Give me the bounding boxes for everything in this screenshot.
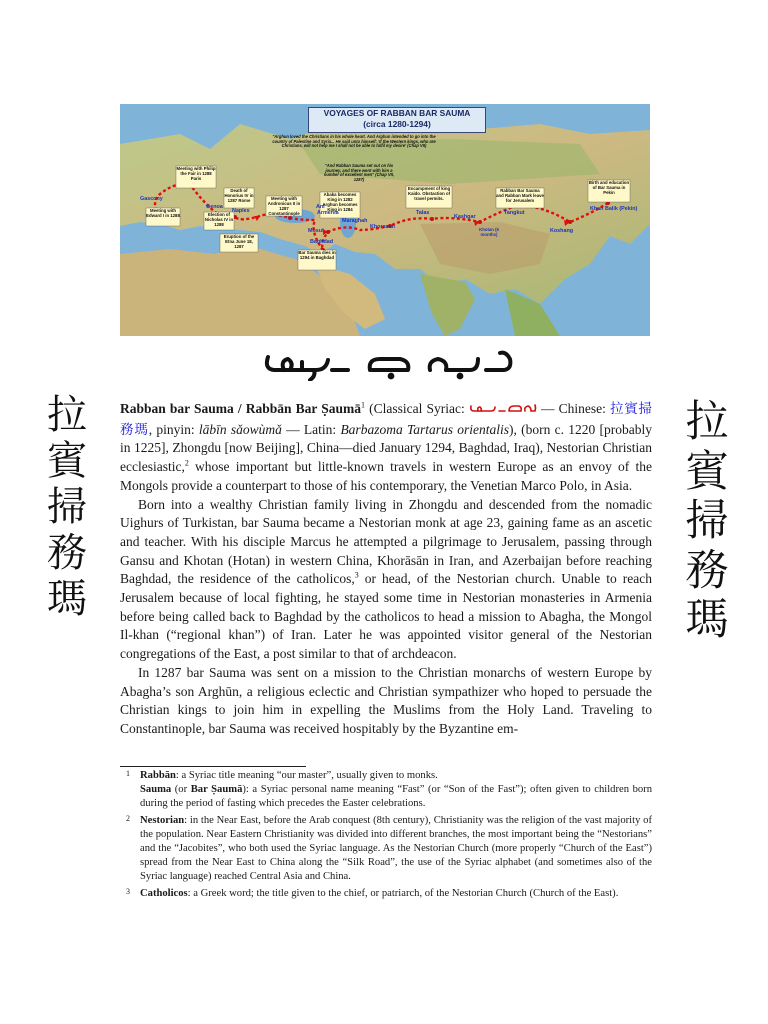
syriac-inline-text <box>469 402 474 421</box>
footnote-term: Rabbān <box>140 770 176 781</box>
side-right-char: 掃 <box>685 496 729 546</box>
text-run: (Classical Syriac: <box>365 401 469 416</box>
event-paris: Meeting with Philip the Fair in 1288 Paris <box>176 166 216 181</box>
footnote-term: Nestorian <box>140 814 185 826</box>
footnote-rule <box>120 766 306 767</box>
side-left-char: 瑪 <box>47 576 87 622</box>
text-run: — Chinese: <box>536 401 610 416</box>
event-abaka: Abaka becomes King in 1282 Arghun becomes King in 1284 <box>322 192 358 212</box>
map-title <box>308 107 486 133</box>
text-run: or head, of the Nestorian church. Unable to reach Jerusalem because of local fighting, he stayed some time in Nestorian monasteries in Armenia before being called back to Baghdad by the catholicos to head a mission to Abagha, the Mongol Il-khan (“regional khan”) of Iran. Later he was appointed visitor general of the Nestorian congregations of the East, a post similar to that of archdeacon. <box>120 571 653 662</box>
syriac-inline-glyphs <box>469 402 537 415</box>
side-left-char: 掃 <box>47 484 87 530</box>
syriac-inline <box>469 402 537 421</box>
side-left-char: 務 <box>47 530 87 576</box>
event-rome: Death of Honorius IV in 1287 Rome <box>224 188 254 203</box>
city-ani: Ani <box>316 204 325 210</box>
text-run: Born into a wealthy Christian family living in Zhongdu and descended from the nomadic Uighurs of Turkistan, bar Sauma became a Nestorian monk at age 23, gaining fame as an ascetic and teacher. With his disciple Marcus he attempted a pilgrimage to Jerusalem, passing through Gansu and Khotan (Hotan) in western China, Khorāsān in Iran, and Azerbaijan before reaching Baghdad, the residence of the catholicos, <box>120 496 652 587</box>
city-talas: Talas <box>416 210 430 216</box>
event-leave: Rabban Bar Sauma and Rabban Mark leave for Jerusalem <box>496 188 544 203</box>
pinyin: lābīn sǎowùmǎ <box>198 421 282 437</box>
city-mosul: Mosul <box>308 228 324 234</box>
latin-name: Barbazoma Tartarus orientalis <box>340 421 509 437</box>
map-title-line2: (circa 1280-1294) <box>363 119 431 129</box>
text-run: , pinyin: <box>148 421 199 437</box>
syriac-calligraphy <box>260 345 520 381</box>
syriac-heading-text <box>260 345 265 346</box>
map-title-line1: VOYAGES OF RABBAN BAR SAUMA <box>323 108 471 118</box>
side-right-char: 瑪 <box>685 595 729 645</box>
footnote-line <box>140 769 652 783</box>
footnote-term: Catholicos <box>140 887 188 899</box>
city-koshang: Koshang <box>550 228 574 234</box>
city-baghdad: Baghdad <box>310 239 334 245</box>
text-run: ), (born c. 1220 [probably in 1225], Zhongdu [now Beijing], China—died January 1294, Baghdad, Iraq), Nestorian Christian ecclesiastic, <box>120 421 652 475</box>
footnote-text: : in the Near East, before the Arab conquest (8th century), Christianity was the religion of the vast majority of the population. Near Eastern Christianity was divided into different branches, the most important being the “Nestorians” and the “Jacobites”, who both used the Syriac language. As the Nestorian Church (more properly “Church of the East”) spread from the Near East to China along the “Silk Road”, the use of the Syriac alphabet (and sometimes also of the Syriac language) reached Central Asia and China. <box>140 814 652 883</box>
event-khotan: Khotan (6 months) <box>479 227 499 237</box>
footnote-3 <box>120 887 652 901</box>
side-right-char: 賓 <box>685 446 729 497</box>
subject-name: Rabban bar Sauma / Rabbān Bar Ṣaumā <box>120 401 362 416</box>
footnote-ref-3[interactable]: 3 <box>354 570 359 580</box>
side-right-char: 務 <box>685 545 729 596</box>
footnotes <box>120 769 652 901</box>
side-left-char: 賓 <box>47 438 87 484</box>
paragraph-1 <box>120 400 652 496</box>
footnote-number: 1 <box>126 769 130 778</box>
event-kaido: Encampment of king Kaido. Obstaction of travel permits. <box>407 186 451 201</box>
city-khanbalik: Khan Balik (Pekin) <box>590 206 638 212</box>
footnote-number: 3 <box>126 886 130 896</box>
city-khorasan: Khorasan <box>370 224 395 230</box>
footnote-term: Bar Ṣaumā <box>190 784 243 796</box>
landmass-india <box>420 274 475 336</box>
city-armenia: Armenia <box>317 210 339 216</box>
footnote-1 <box>120 769 652 812</box>
footnote-text: : a Syriac title meaning “our master”, usually given to monks. <box>175 770 438 781</box>
article-body <box>120 400 652 739</box>
side-chinese-right <box>671 398 743 646</box>
event-constantinople: Meeting with Andronicus II in 1287 Constantinople <box>267 196 301 216</box>
city-naples: Naples <box>232 208 250 214</box>
footnote-2 <box>120 814 652 885</box>
text-run: whose important but little-known travels in western Europe as an envoy of the Mongols provide a counterpart to those of his contemporary, the Venetian Marco Polo, in Asia. <box>120 459 652 493</box>
quote-arghun: "Arghun loved the Christians in his whole heart. And Arghun intended to go into the country of Palestine and Syria... He said unto himself: 'If the Western kings, who are Christians, will not help me I shall not be able to fulfil my desire' (Chap VII) <box>272 134 436 149</box>
footnote-ref-2[interactable]: 2 <box>184 458 189 468</box>
city-maraghah: Maraghah <box>342 218 368 224</box>
side-left-char: 拉 <box>47 392 87 438</box>
voyages-map <box>120 104 650 336</box>
city-gascony: Gascony <box>140 196 163 202</box>
event-etna: Eruption of the Etna June 18, 1287 <box>223 234 255 249</box>
event-death: Bar Sauma dies in 1294 in Baghdad <box>298 250 336 260</box>
city-genoa: Genoa <box>206 204 223 210</box>
paragraph-2 <box>120 496 652 664</box>
event-nicholas: Election of Nicholas IV in 1288 <box>204 212 234 227</box>
footnote-line <box>140 783 652 811</box>
quote-sauma: "And Rabban Sauma set out on his journey, and there went with him a number of excellent men" (Chap VII, 1287) <box>323 163 395 183</box>
event-edward: Meeting with Edward I in 1288 <box>146 208 180 218</box>
city-tangkut: Tangkut <box>504 210 525 216</box>
footnote-text: (or <box>171 784 191 796</box>
city-kashgar: Kashgar <box>454 214 476 220</box>
side-right-char: 拉 <box>685 397 729 447</box>
footnote-text: : a Greek word; the title given to the chief, or patriarch, of the Nestorian Church (Church of the East). <box>187 887 619 899</box>
syriac-heading <box>260 345 520 381</box>
side-chinese-left <box>31 392 103 622</box>
paragraph-3: In 1287 bar Sauma was sent on a mission to the Christian monarchs of western Europe by Abagha’s son Arghūn, a religious eclectic and Christian sympathizer who hoped to persuade the Christian kings to join him in expelling the Muslims from the Holy Land. Traveling to Constantinople, bar Sauma was received hospitably by the Byzantine em- <box>120 664 652 736</box>
footnote-number: 2 <box>126 813 130 823</box>
text-run: — Latin: <box>281 421 341 437</box>
footnote-term: Sauma <box>140 784 172 796</box>
chinese-name: 拉賓掃務瑪 <box>120 401 652 437</box>
footnote-text: ): a Syriac personal name meaning “Fast” (or “Son of the Fast”); often given to children born during the period of fasting which precedes the Easter celebrations. <box>140 784 652 810</box>
event-birth: Birth and education of Bar Sauma in Pekin <box>588 180 630 195</box>
footnote-ref-1[interactable]: 1 <box>361 400 366 410</box>
